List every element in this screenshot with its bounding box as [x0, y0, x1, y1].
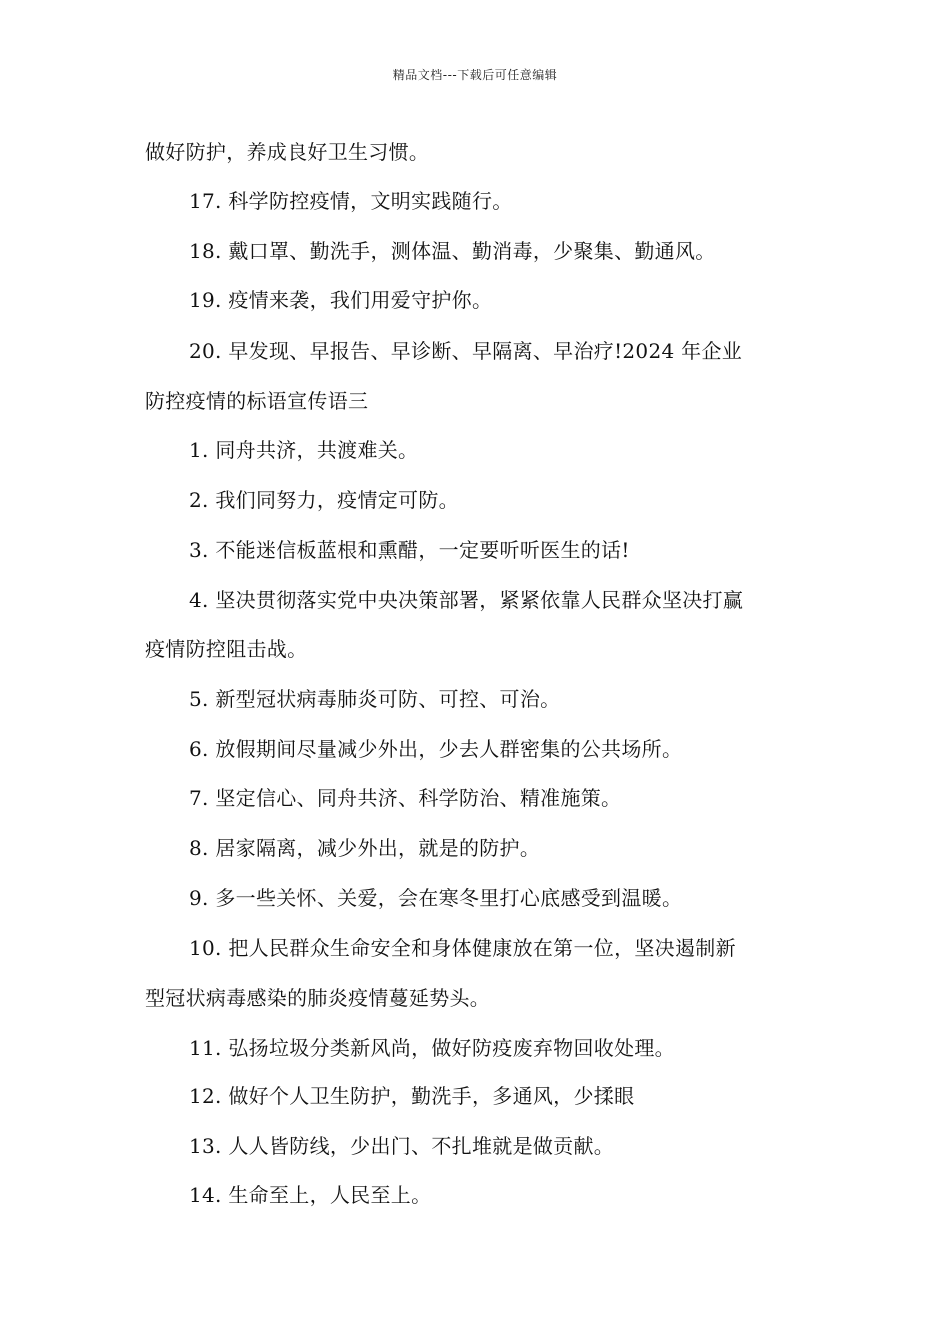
page-header: 精品文档---下载后可任意编辑 — [392, 68, 558, 82]
list-item: 4. 坚决贯彻落实党中央决策部署，紧紧依靠人民群众坚决打赢 — [189, 588, 744, 612]
list-item: 13. 人人皆防线，少出门、不扎堆就是做贡献。 — [189, 1134, 615, 1158]
list-item: 2. 我们同努力，疫情定可防。 — [189, 488, 459, 512]
list-item: 12. 做好个人卫生防护，勤洗手，多通风，少揉眼 — [189, 1084, 635, 1108]
list-item: 17. 科学防控疫情，文明实践随行。 — [189, 189, 513, 213]
list-item: 5. 新型冠状病毒肺炎可防、可控、可治。 — [189, 687, 561, 711]
list-item: 11. 弘扬垃圾分类新风尚，做好防疫废弃物回收处理。 — [189, 1036, 675, 1060]
list-item: 14. 生命至上，人民至上。 — [189, 1183, 432, 1207]
list-item: 8. 居家隔离，减少外出，就是的防护。 — [189, 836, 541, 860]
list-item-continuation: 疫情防控阻击战。 — [145, 637, 308, 661]
section-heading-continuation: 防控疫情的标语宣传语三 — [145, 389, 369, 413]
list-item: 18. 戴口罩、勤洗手，测体温、勤消毒，少聚集、勤通风。 — [189, 239, 716, 263]
list-item: 10. 把人民群众生命安全和身体健康放在第一位，坚决遏制新 — [189, 936, 736, 960]
list-item: 9. 多一些关怀、关爱，会在寒冬里打心底感受到温暖。 — [189, 886, 683, 910]
list-item: 6. 放假期间尽量减少外出，少去人群密集的公共场所。 — [189, 737, 683, 761]
list-item: 1. 同舟共济，共渡难关。 — [189, 438, 419, 462]
list-item: 3. 不能迷信板蓝根和熏醋，一定要听听医生的话! — [189, 538, 630, 562]
list-item: 7. 坚定信心、同舟共济、科学防治、精准施策。 — [189, 786, 622, 810]
list-item-continuation: 型冠状病毒感染的肺炎疫情蔓延势头。 — [145, 986, 491, 1010]
list-item: 19. 疫情来袭，我们用爱守护你。 — [189, 288, 493, 312]
list-item: 20. 早发现、早报告、早诊断、早隔离、早治疗!2024 年企业 — [189, 339, 743, 363]
text-line: 做好防护，养成良好卫生习惯。 — [145, 140, 430, 164]
